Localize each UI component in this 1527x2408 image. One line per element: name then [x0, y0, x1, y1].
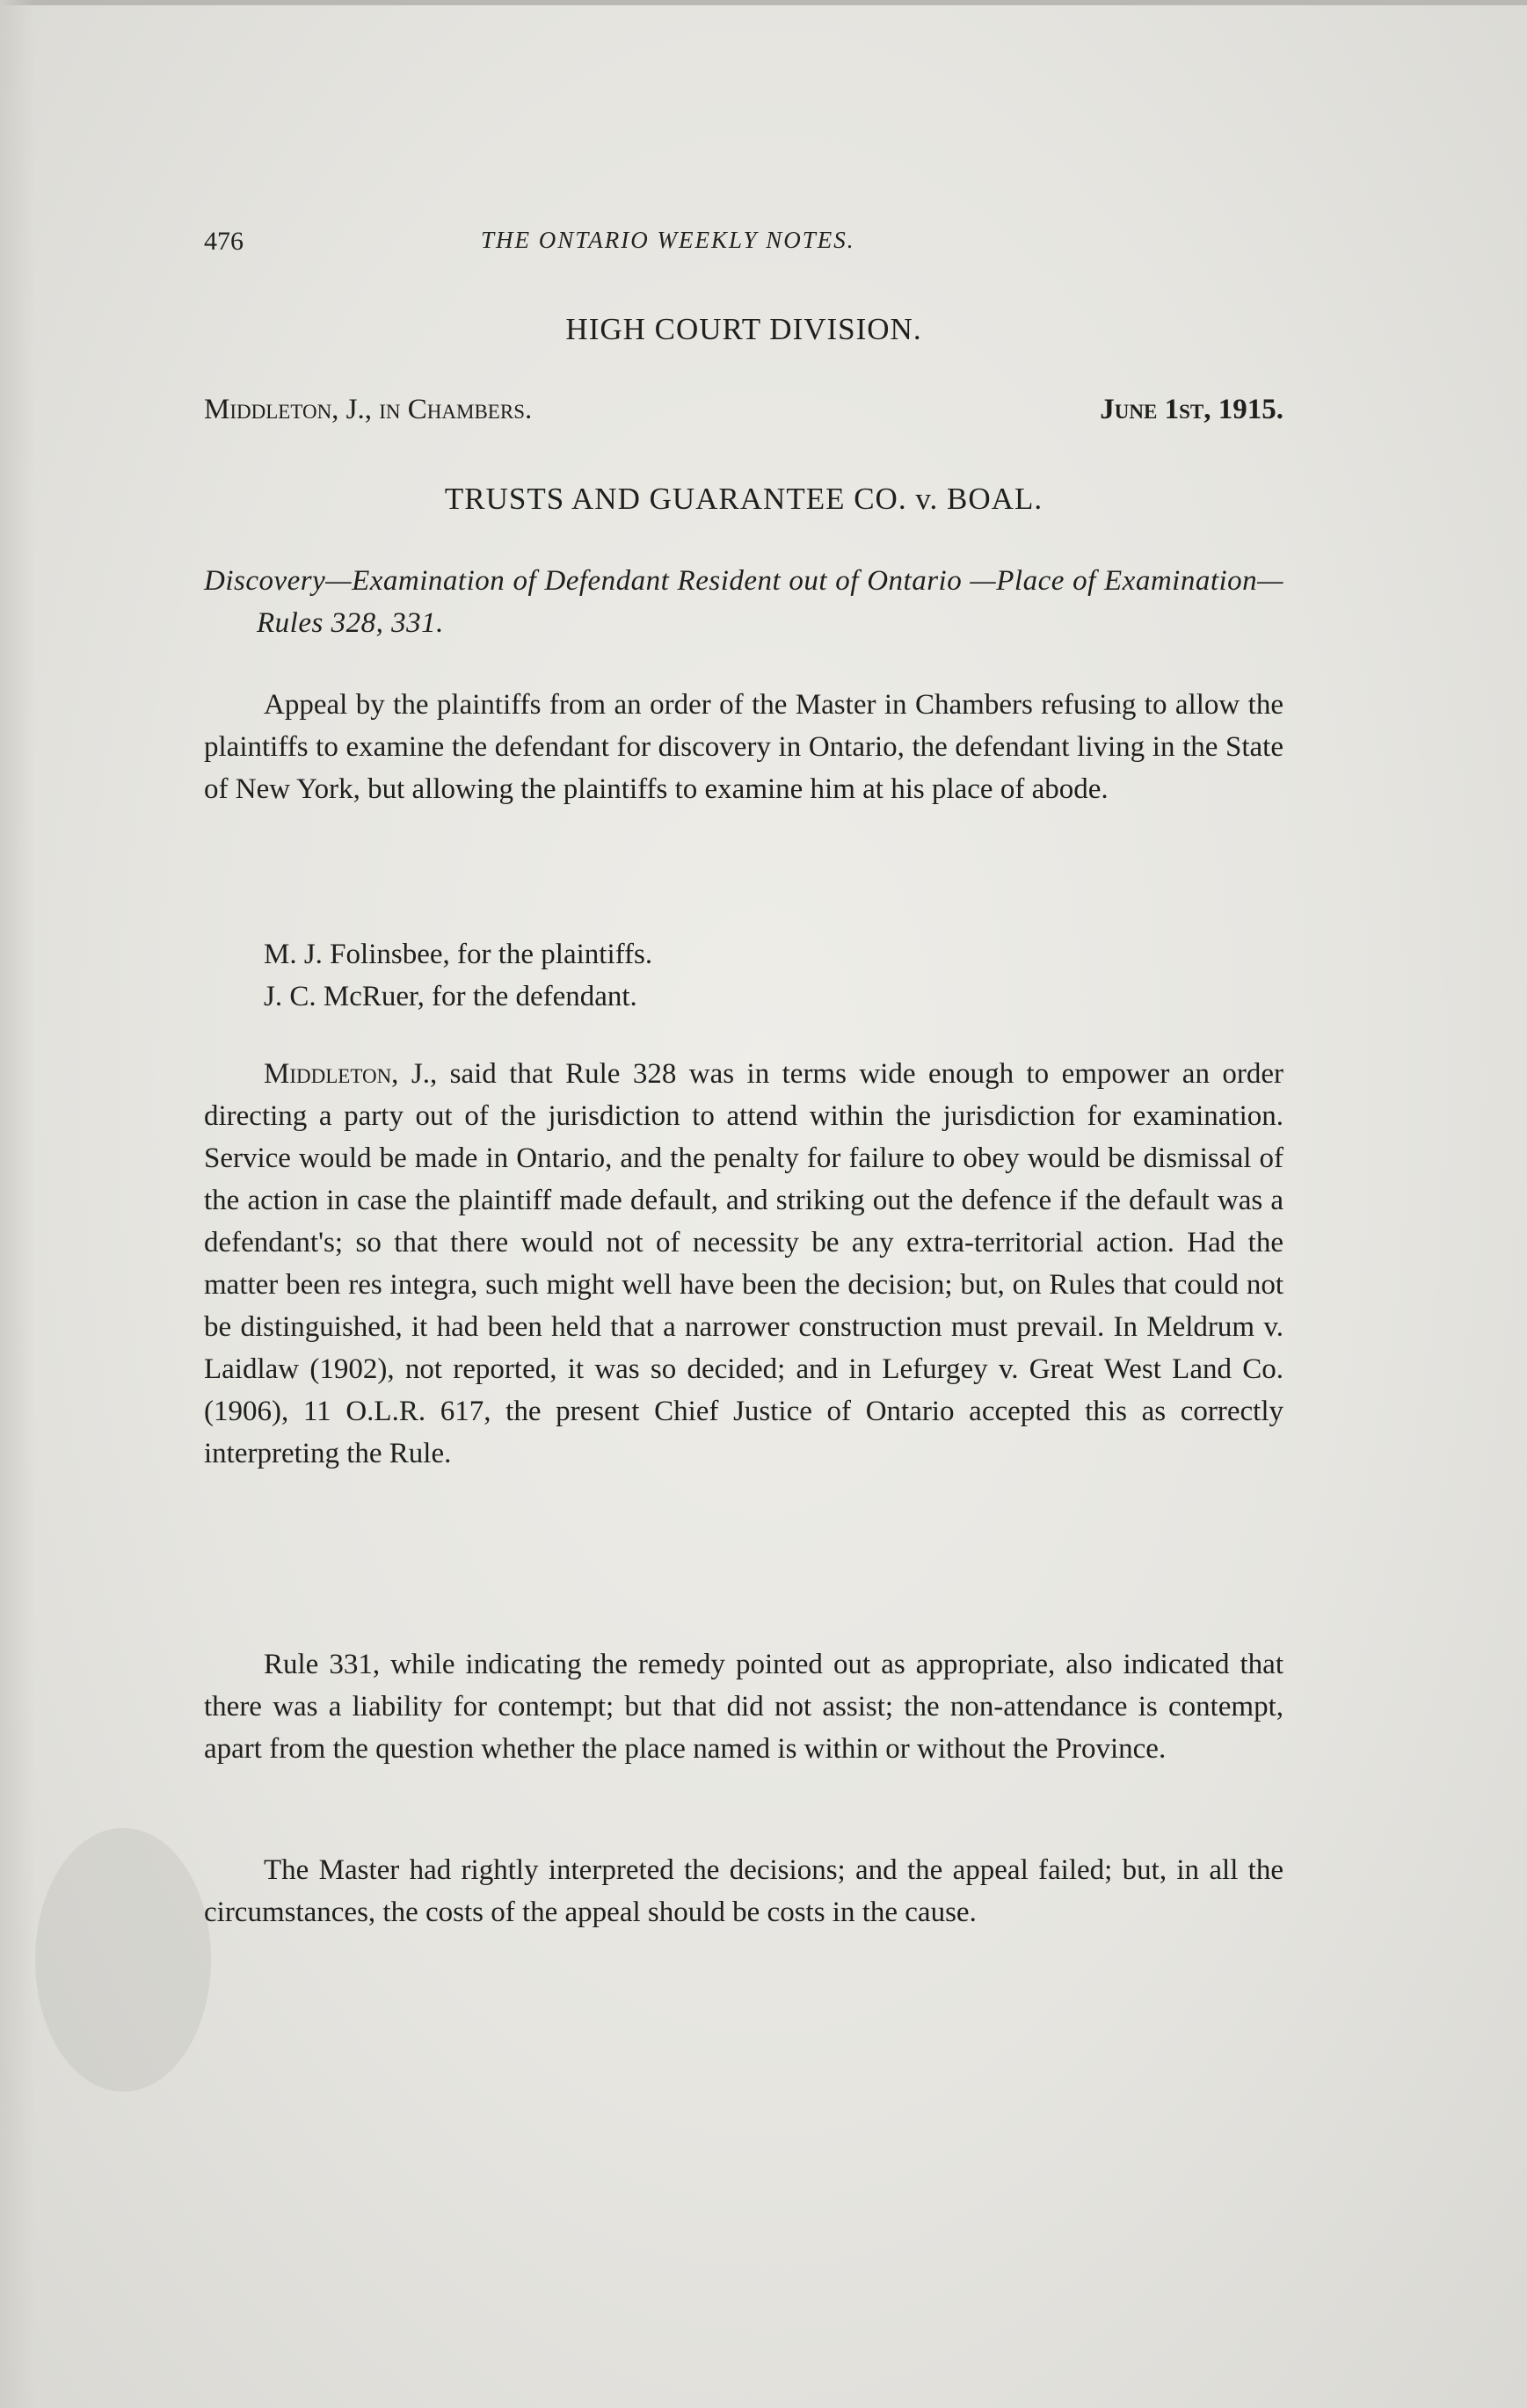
counsel-defendant: J. C. McRuer, for the defendant. [264, 981, 637, 1012]
appeal-paragraph: Appeal by the plaintiffs from an order of the Master in Chambers refusing to allow the plaintiffs to examine the defendant for discovery in Ontario, the defendant living in the State of New York, but allowing the plaintiffs to examine him at his place of abode. [204, 689, 1283, 805]
judgment-text: , said that Rule 328 was in terms wide enough to empower an order directing a party out of the jurisdiction to attend within the jurisdiction for examination. Service would be made in Ontario, and the penalty for failure to obey would be dismissal of the action in case the plaintiff made default, and striking out the defence if the default was a defendant's; so that there would not of necessity be any extra-territorial action. Had the matter been res integra, such might well have been the decision; but, on Rules that could not be distinguished, it had been held that a narrower construction must prevail. In Meldrum v. Laidlaw (1902), not reported, it was so decided; and in Lefurgey v. Great West Land Co. (1906), 11 O.L.R. 617, the present Chief Justice of Ontario accepted this as correctly interpreting the Rule. [204, 1058, 1284, 1469]
headnote: Discovery—Examination of Defendant Resident out of Ontario —Place of Examination—Rules 328, 331. [204, 565, 1283, 639]
conclusion-paragraph: The Master had rightly interpreted the decisions; and the appeal failed; but, in all the circumstances, the costs of the appeal should be costs in the cause. [204, 1854, 1283, 1928]
paper-stain [35, 1828, 211, 2092]
court-division-heading: HIGH COURT DIVISION. [565, 312, 922, 346]
counsel-plaintiffs: M. J. Folinsbee, for the plaintiffs. [264, 939, 653, 970]
case-title: TRUSTS AND GUARANTEE CO. v. BOAL. [444, 482, 1043, 516]
rule-331-paragraph: Rule 331, while indicating the remedy pointed out as appropriate, also indicated that there was a liability for contempt; but that did not assist; the non-attendance is contempt, apart from the question whether the place named is within or without the Province. [204, 1649, 1283, 1765]
decision-date: June 1st, 1915. [1100, 394, 1283, 425]
running-head [204, 227, 1283, 265]
page-number: 476 [204, 227, 244, 256]
journal-title: THE ONTARIO WEEKLY NOTES. [481, 227, 855, 253]
judge-name: Middleton, J., in Chambers. [204, 394, 533, 425]
judgment-judge-name: Middleton, J. [264, 1058, 430, 1090]
judgment-paragraph [204, 1053, 1283, 1475]
